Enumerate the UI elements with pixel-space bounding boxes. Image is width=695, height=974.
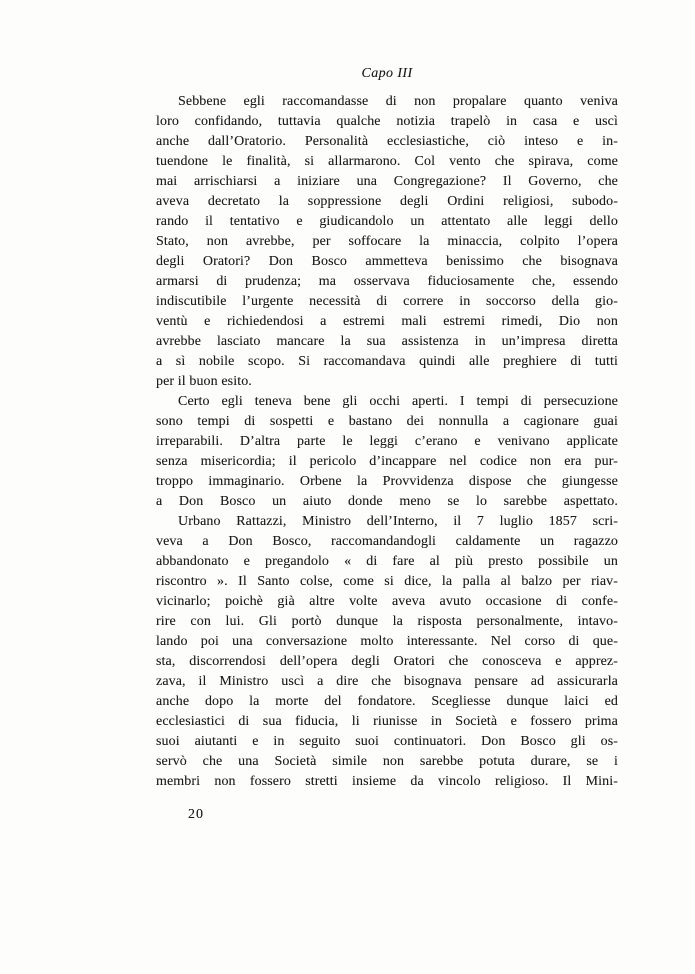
text-line: loro confidando, tuttavia qualche notizia trapelò in casa e uscì	[156, 114, 618, 129]
text-line: a sì nobile scopo. Si raccomandava quindi alle preghiere di tutti	[156, 354, 618, 369]
text-line: a Don Bosco un aiuto donde meno se lo sarebbe aspettato.	[156, 494, 618, 509]
text-line: Certo egli teneva bene gli occhi aperti. I tempi di persecuzione	[178, 394, 618, 409]
text-line: Stato, non avrebbe, per soffocare la minaccia, colpito l’opera	[156, 234, 618, 249]
text-line: tuendone le finalità, si allarmarono. Col vento che spirava, come	[156, 154, 618, 169]
text-line: suoi aiutanti e in seguito suoi continuatori. Don Bosco gli os-	[156, 734, 618, 749]
text-line: aveva decretato la soppressione degli Ordini religiosi, subodo-	[156, 194, 618, 209]
text-line: avrebbe lasciato mancare la sua assistenza in un’impresa diretta	[156, 334, 618, 349]
text-line: vicinarlo; poichè già altre volte aveva avuto occasione di confe-	[156, 594, 618, 609]
text-line: irreparabili. D’altra parte le leggi c’erano e venivano applicate	[156, 434, 618, 449]
text-line: indiscutibile l’urgente necessità di correre in soccorso della gio-	[156, 294, 618, 309]
page-number: 20	[188, 807, 204, 822]
text-line: Sebbene egli raccomandasse di non propalare quanto veniva	[178, 94, 618, 109]
text-line: ventù e richiedendosi a estremi mali estremi rimedi, Dio non	[156, 314, 618, 329]
text-line: anche dall’Oratorio. Personalità ecclesiastiche, ciò inteso e in-	[156, 134, 618, 149]
text-line: rire con lui. Gli portò dunque la risposta personalmente, intavo-	[156, 614, 618, 629]
text-line: riscontro ». Il Santo colse, come si dice, la palla al balzo per riav-	[156, 574, 618, 589]
text-line: abbandonato e pregandolo « di fare al più presto possibile un	[156, 554, 618, 569]
text-line: zava, il Ministro uscì a dire che bisognava pensare ad assicurarla	[156, 674, 618, 689]
text-line: servò che una Società simile non sarebbe potuta durare, se i	[156, 754, 618, 769]
text-line: troppo immaginario. Orbene la Provvidenza dispose che giungesse	[156, 474, 618, 489]
paragraph	[156, 92, 618, 392]
text-line: sono tempi di sospetti e bastano dei nonnulla a cagionare guai	[156, 414, 618, 429]
text-line: senza misericordia; il pericolo d’incappare nel codice non era pur-	[156, 454, 618, 469]
paragraph	[156, 392, 618, 512]
text-line: ecclesiastici di sua fiducia, li riunisse in Società e fossero prima	[156, 714, 618, 729]
text-line: sta, discorrendosi dell’opera degli Oratori che conosceva e apprez-	[156, 654, 618, 669]
text-line: armarsi di prudenza; ma osservava fiduciosamente che, essendo	[156, 274, 618, 289]
text-line: membri non fossero stretti insieme da vincolo religioso. Il Mini-	[156, 774, 618, 789]
text-line: per il buon esito.	[156, 374, 252, 389]
text-line: mai arrischiarsi a iniziare una Congregazione? Il Governo, che	[156, 174, 618, 189]
paragraph	[156, 512, 618, 792]
text-line: degli Oratori? Don Bosco ammetteva benissimo che bisognava	[156, 254, 618, 269]
text-line: veva a Don Bosco, raccomandandogli caldamente un ragazzo	[156, 534, 618, 549]
text-line: Urbano Rattazzi, Ministro dell’Interno, il 7 luglio 1857 scri-	[178, 514, 618, 529]
chapter-running-head: Capo III	[361, 66, 413, 81]
text-line: rando il tentativo e giudicandolo un attentato alle leggi dello	[156, 214, 618, 229]
text-block	[156, 92, 618, 792]
text-line: lando poi una conversazione molto interessante. Nel corso di que-	[156, 634, 618, 649]
text-line: anche dopo la morte del fondatore. Scegliesse dunque laici ed	[156, 694, 618, 709]
